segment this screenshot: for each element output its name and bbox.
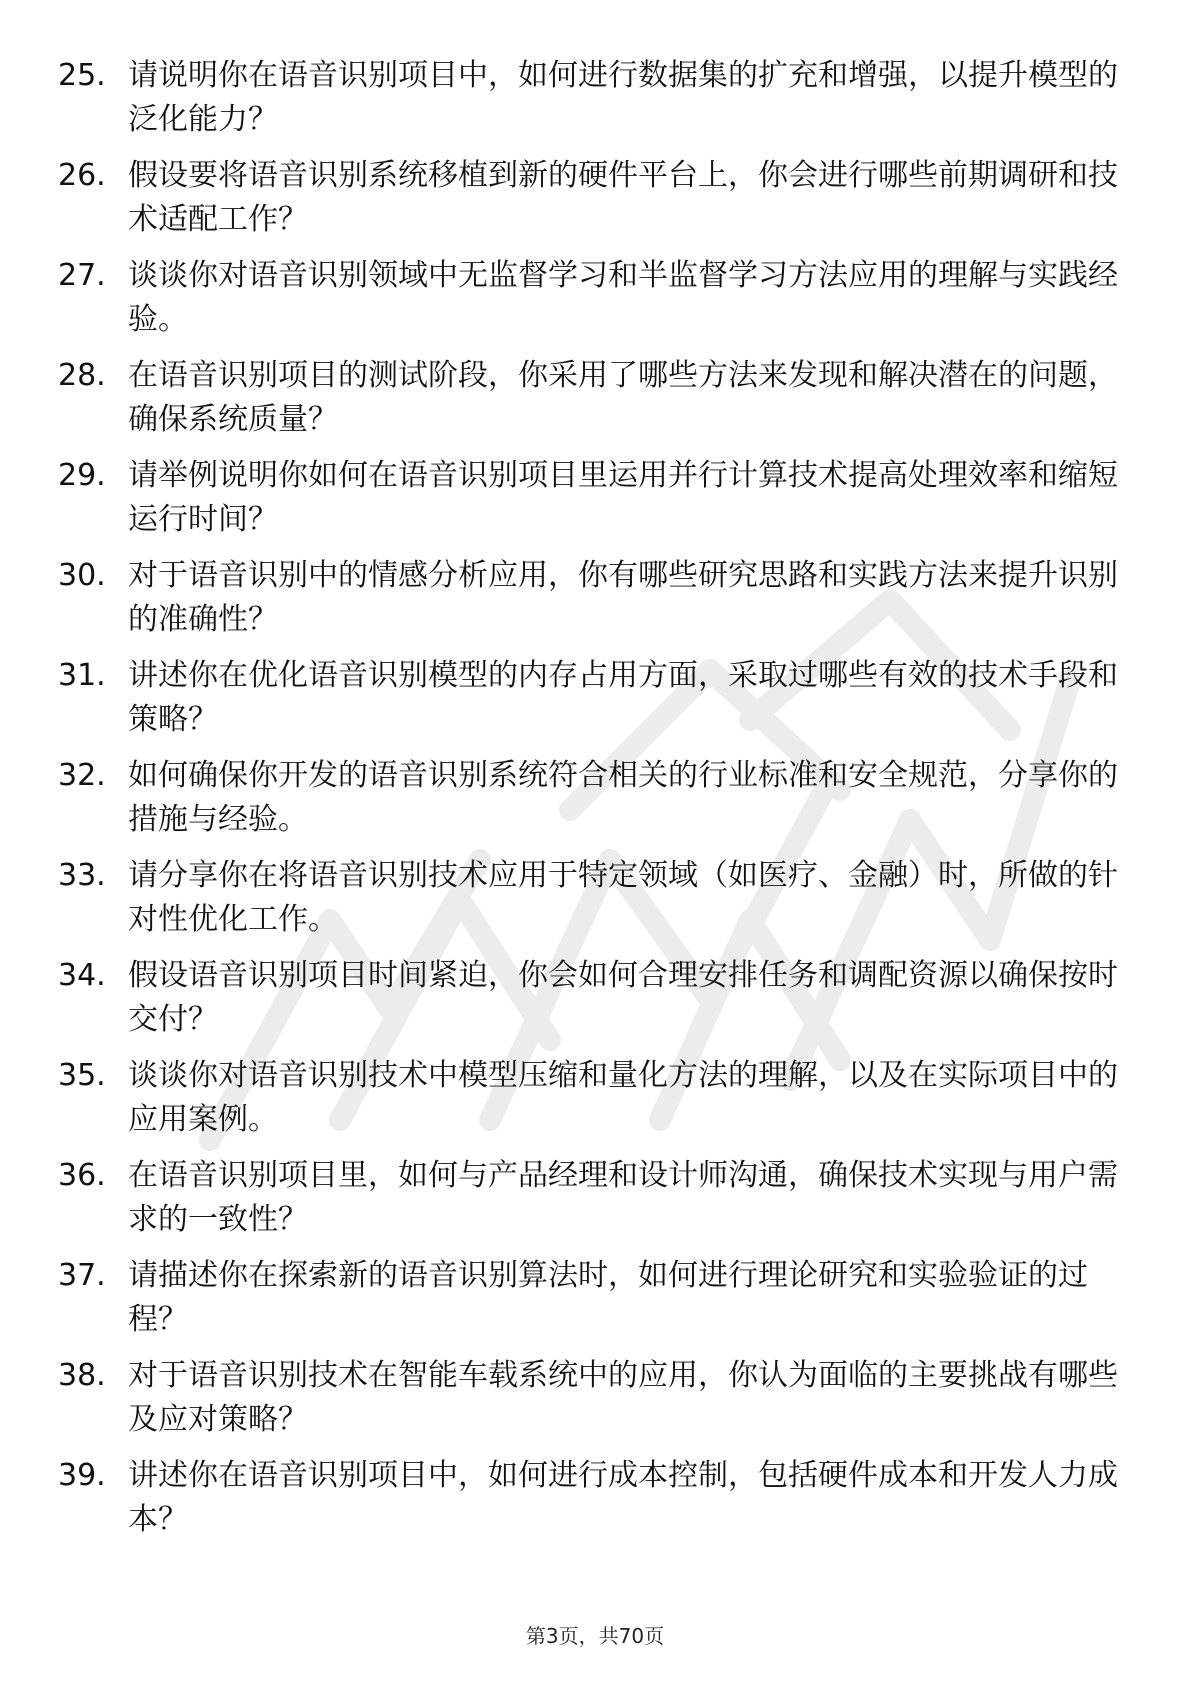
question-text: 对于语音识别技术在智能车载系统中的应用，你认为面临的主要挑战有哪些及应对策略？: [128, 1358, 1118, 1437]
question-number: 36.: [58, 1158, 106, 1193]
question-number: 35.: [58, 1058, 106, 1093]
question-number: 34.: [58, 958, 106, 993]
question-item: [58, 1054, 1118, 1154]
question-list: [58, 54, 1118, 1554]
question-number: 30.: [58, 558, 106, 593]
question-text: 请分享你在将语音识别技术应用于特定领域（如医疗、金融）时，所做的针对性优化工作。: [128, 858, 1118, 937]
question-number: 26.: [58, 158, 106, 193]
question-number: 37.: [58, 1258, 106, 1293]
question-number: 32.: [58, 758, 106, 793]
question-text: 讲述你在优化语音识别模型的内存占用方面，采取过哪些有效的技术手段和策略？: [128, 658, 1118, 737]
question-number: 25.: [58, 58, 106, 93]
question-text: 请说明你在语音识别项目中，如何进行数据集的扩充和增强，以提升模型的泛化能力？: [128, 58, 1118, 137]
question-text: 如何确保你开发的语音识别系统符合相关的行业标准和安全规范，分享你的措施与经验。: [128, 758, 1118, 837]
question-text: 在语音识别项目的测试阶段，你采用了哪些方法来发现和解决潜在的问题，确保系统质量？: [128, 358, 1118, 437]
question-item: [58, 54, 1118, 154]
question-text: 在语音识别项目里，如何与产品经理和设计师沟通，确保技术实现与用户需求的一致性？: [128, 1158, 1118, 1237]
question-text: 讲述你在语音识别项目中，如何进行成本控制，包括硬件成本和开发人力成本？: [128, 1458, 1118, 1537]
question-item: [58, 1254, 1118, 1354]
question-item: [58, 354, 1118, 454]
question-number: 33.: [58, 858, 106, 893]
question-item: [58, 554, 1118, 654]
question-text: 对于语音识别中的情感分析应用，你有哪些研究思路和实践方法来提升识别的准确性？: [128, 558, 1118, 637]
question-number: 31.: [58, 658, 106, 693]
page-footer: [0, 1622, 1190, 1650]
question-item: [58, 754, 1118, 854]
question-number: 28.: [58, 358, 106, 393]
question-text: 假设要将语音识别系统移植到新的硬件平台上，你会进行哪些前期调研和技术适配工作？: [128, 158, 1118, 237]
question-item: [58, 1154, 1118, 1254]
question-text: 请举例说明你如何在语音识别项目里运用并行计算技术提高处理效率和缩短运行时间？: [128, 458, 1118, 537]
question-item: [58, 654, 1118, 754]
question-text: 谈谈你对语音识别领域中无监督学习和半监督学习方法应用的理解与实践经验。: [128, 258, 1118, 337]
question-number: 38.: [58, 1358, 106, 1393]
question-number: 39.: [58, 1458, 106, 1493]
question-text: 请描述你在探索新的语音识别算法时，如何进行理论研究和实验验证的过程？: [128, 1258, 1088, 1337]
question-text: 谈谈你对语音识别技术中模型压缩和量化方法的理解，以及在实际项目中的应用案例。: [128, 1058, 1118, 1137]
question-item: [58, 454, 1118, 554]
question-text: 假设语音识别项目时间紧迫，你会如何合理安排任务和调配资源以确保按时交付？: [128, 958, 1118, 1037]
question-item: [58, 154, 1118, 254]
question-item: [58, 1354, 1118, 1454]
question-item: [58, 954, 1118, 1054]
question-number: 27.: [58, 258, 106, 293]
question-item: [58, 254, 1118, 354]
page-number-label: 第3页，共70页: [525, 1624, 665, 1648]
question-item: [58, 1454, 1118, 1554]
question-number: 29.: [58, 458, 106, 493]
question-item: [58, 854, 1118, 954]
